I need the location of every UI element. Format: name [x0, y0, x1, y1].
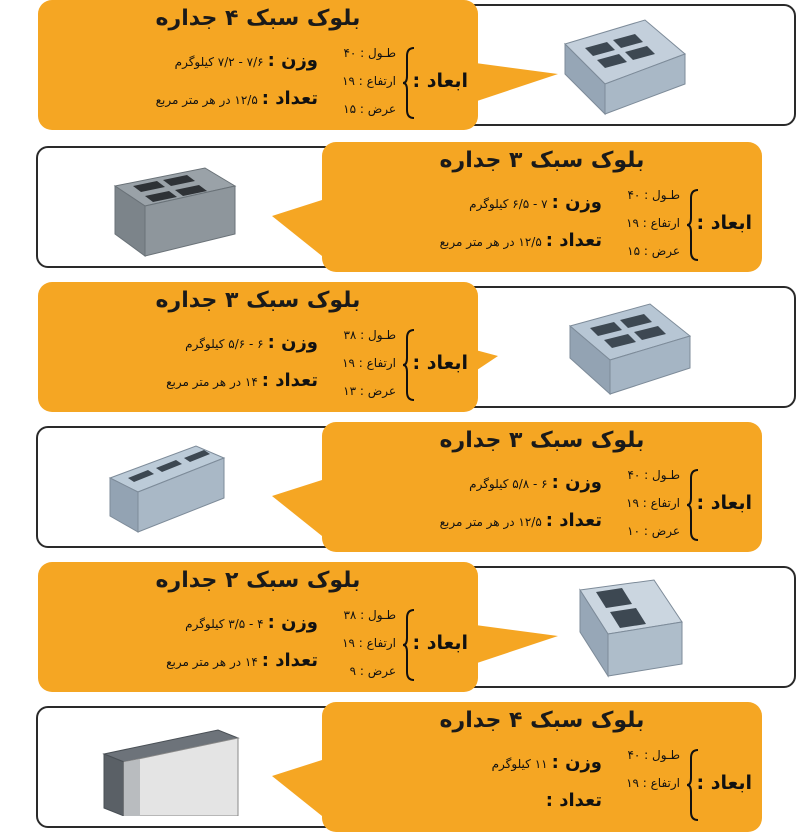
product-card: [0, 422, 800, 552]
count-label: تعداد :: [545, 790, 602, 811]
weight-value: ۱۱ کیلوگرم: [491, 757, 548, 771]
dimensions-group: [328, 608, 468, 684]
dimensions-group: [328, 328, 468, 404]
weight-label: وزن :: [267, 612, 318, 633]
brace-icon: [686, 188, 700, 262]
weight-line: [175, 50, 318, 71]
weight-value: ۶ - ۵/۶ کیلوگرم: [185, 337, 264, 351]
count-label: تعداد :: [261, 370, 318, 391]
dimension-height: ارتفاع : ۱۹: [342, 636, 396, 650]
dimensions-label: ابعاد :: [412, 352, 468, 374]
callout-tail: [272, 200, 322, 256]
weight-line: [469, 192, 602, 213]
dimensions-group: [328, 46, 468, 122]
product-card: [0, 142, 800, 272]
product-title: بلوک سبک ۳ جداره: [155, 288, 361, 313]
count-value: ۱۲/۵ در هر متر مربع: [439, 515, 542, 529]
info-group: [332, 750, 602, 826]
weight-line: [185, 612, 318, 633]
info-group: [332, 190, 602, 266]
product-card: [0, 702, 800, 832]
count-value: ۱۲/۵ در هر متر مربع: [155, 93, 258, 107]
dimensions-label: ابعاد :: [412, 70, 468, 92]
concrete-block-image: [105, 156, 245, 260]
brace-icon: [402, 328, 416, 402]
count-line: [166, 370, 318, 391]
count-line: [440, 230, 602, 251]
product-title: بلوک سبک ۲ جداره: [155, 568, 361, 593]
dimension-width: عرض : ۱۰: [627, 524, 680, 538]
weight-value: ۷/۶ - ۷/۲ کیلوگرم: [174, 55, 264, 69]
dimension-length: طـول : ۴۰: [627, 748, 680, 762]
info-group: [48, 330, 318, 406]
product-card: [0, 0, 800, 130]
brace-icon: [402, 46, 416, 120]
brace-icon: [686, 748, 700, 822]
callout: [322, 422, 762, 552]
count-line: [156, 88, 318, 109]
count-label: تعداد :: [261, 88, 318, 109]
brace-icon: [402, 608, 416, 682]
count-line: [166, 650, 318, 671]
dimension-height: ارتفاع : ۱۹: [626, 496, 680, 510]
weight-label: وزن :: [551, 472, 602, 493]
dimension-width: عرض : ۱۳: [343, 384, 396, 398]
brace-icon: [686, 468, 700, 542]
count-value: ۱۲/۵ در هر متر مربع: [439, 235, 542, 249]
dimensions-group: [612, 748, 752, 824]
callout-tail: [272, 760, 322, 816]
product-card: [0, 282, 800, 412]
concrete-block-image: [555, 14, 695, 118]
weight-line: [492, 752, 602, 773]
callout: [322, 142, 762, 272]
weight-line: [185, 332, 318, 353]
dimensions-label: ابعاد :: [412, 632, 468, 654]
dimensions-group: [612, 188, 752, 264]
weight-line: [469, 472, 602, 493]
dimension-width: عرض : ۹: [349, 664, 396, 678]
product-card: [0, 562, 800, 692]
product-title: بلوک سبک ۳ جداره: [439, 148, 645, 173]
weight-label: وزن :: [551, 192, 602, 213]
count-label: تعداد :: [545, 230, 602, 251]
concrete-block-image: [100, 712, 240, 816]
count-label: تعداد :: [261, 650, 318, 671]
product-title: بلوک سبک ۳ جداره: [439, 428, 645, 453]
info-group: [48, 48, 318, 124]
dimension-length: طـول : ۳۸: [343, 328, 396, 342]
concrete-block-image: [570, 576, 710, 680]
dimension-height: ارتفاع : ۱۹: [342, 356, 396, 370]
count-value: ۱۴ در هر متر مربع: [166, 375, 258, 389]
dimensions-label: ابعاد :: [696, 492, 752, 514]
count-line: [440, 510, 602, 531]
dimension-height: ارتفاع : ۱۹: [342, 74, 396, 88]
dimensions-group: [612, 468, 752, 544]
dimension-length: طـول : ۴۰: [627, 188, 680, 202]
weight-value: ۶ - ۵/۸ کیلوگرم: [469, 477, 548, 491]
concrete-block-image: [560, 296, 700, 400]
dimensions-label: ابعاد :: [696, 212, 752, 234]
count-value: ۱۴ در هر متر مربع: [166, 655, 258, 669]
concrete-block-image: [100, 436, 240, 540]
info-group: [48, 610, 318, 686]
dimension-width: عرض : ۱۵: [343, 102, 396, 116]
weight-label: وزن :: [551, 752, 602, 773]
count-label: تعداد :: [545, 510, 602, 531]
weight-value: ۷ - ۶/۵ کیلوگرم: [469, 197, 548, 211]
count-line: [546, 790, 602, 811]
dimension-width: عرض : ۱۵: [627, 244, 680, 258]
callout: [322, 702, 762, 832]
callout: [38, 0, 478, 130]
dimension-height: ارتفاع : ۱۹: [626, 776, 680, 790]
weight-label: وزن :: [267, 50, 318, 71]
callout-tail: [272, 480, 322, 536]
dimension-length: طـول : ۴۰: [343, 46, 396, 60]
product-title: بلوک سبک ۴ جداره: [155, 6, 361, 31]
callout: [38, 562, 478, 692]
dimension-length: طـول : ۳۸: [343, 608, 396, 622]
product-title: بلوک سبک ۴ جداره: [439, 708, 645, 733]
weight-label: وزن :: [267, 332, 318, 353]
dimension-length: طـول : ۴۰: [627, 468, 680, 482]
dimension-height: ارتفاع : ۱۹: [626, 216, 680, 230]
info-group: [332, 470, 602, 546]
weight-value: ۴ - ۳/۵ کیلوگرم: [185, 617, 264, 631]
callout: [38, 282, 478, 412]
dimensions-label: ابعاد :: [696, 772, 752, 794]
